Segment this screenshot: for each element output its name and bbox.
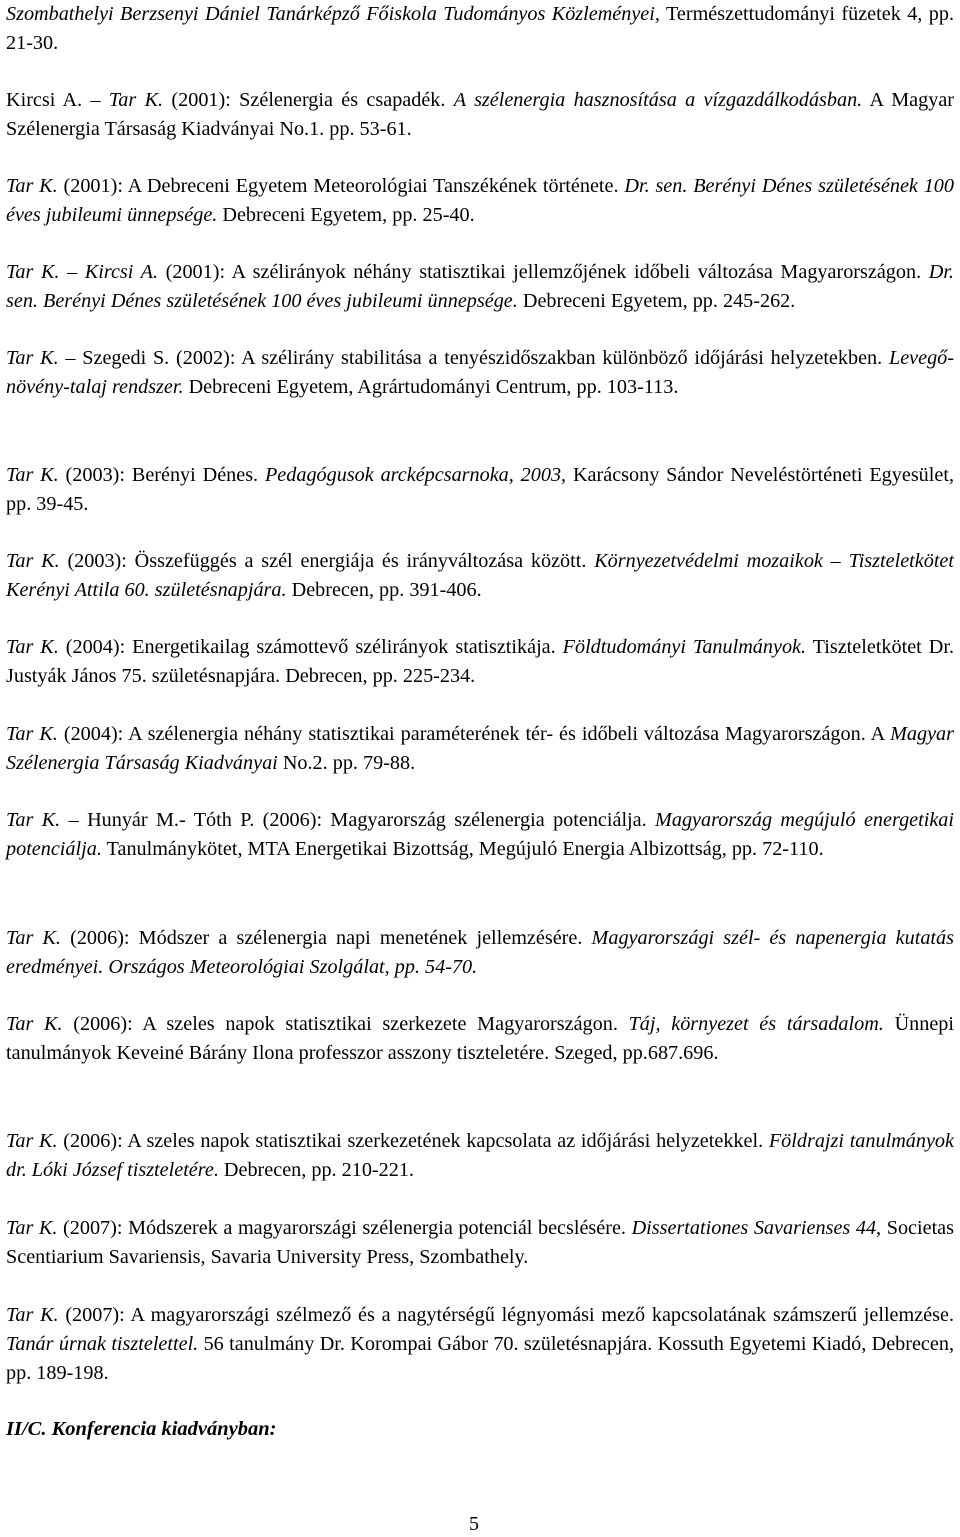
section-heading: II/C. Konferencia kiadványban: (6, 1418, 277, 1440)
reference-italic-text: Szombathelyi Berzsenyi Dániel Tanárképző Főiskola Tudományos Közleményei, (6, 3, 660, 25)
reference-entry (6, 924, 954, 982)
reference-italic-text: Magyarország megújuló energetikai potenciálja. (6, 809, 954, 860)
reference-text: Debreceni Egyetem, Agrártudományi Centrum, pp. 103-113. (183, 375, 679, 398)
reference-text: Debreceni Egyetem, pp. 25-40. (217, 203, 475, 226)
reference-text: Debrecen, pp. 210-221. (218, 1158, 414, 1181)
reference-italic-text: Tar K. (6, 809, 61, 831)
reference-italic-text: Tar K. (6, 347, 59, 369)
reference-entry (6, 806, 954, 864)
reference-entry (6, 1214, 954, 1272)
reference-italic-text: Levegő-növény-talaj rendszer. (6, 347, 954, 398)
reference-text: (2004): Energetikailag számottevő szélirányok statisztikája. (58, 636, 563, 658)
reference-italic-text: Tar K. (6, 1304, 59, 1326)
reference-entry (6, 344, 954, 402)
reference-text: (2007): A magyarországi szélmező és a nagytérségű légnyomási mező kapcsolatának számszerű jellemzése. (58, 1304, 954, 1326)
reference-text: Kircsi A. – (6, 89, 109, 111)
reference-text: (2004): A szélenergia néhány statisztikai paraméterének tér- és időbeli változása Magyarországon. A (57, 723, 891, 745)
reference-italic-text: Tar K. (6, 550, 60, 572)
reference-text: No.2. pp. 79-88. (277, 751, 416, 774)
reference-italic-text: Tar K. – Kircsi A. (6, 261, 159, 283)
reference-italic-text: Dr. sen. Berényi Dénes születésének 100 éves jubileumi ünnepsége. (6, 261, 954, 312)
page-number: 5 (469, 1513, 479, 1535)
reference-text: Debrecen, pp. 391-406. (286, 578, 482, 601)
reference-text: – Szegedi S. (2002): A szélirány stabilitása a tenyészidőszakban különböző időjárási helyzetekben. (58, 347, 889, 369)
reference-text: A Magyar Szélenergia Társaság Kiadványai No.1. pp. 53-61. (6, 89, 955, 140)
reference-text: Societas Scentiarium Savariensis, Savaria University Press, Szombathely. (6, 1217, 954, 1268)
reference-italic-text: Dr. sen. Berényi Dénes születésének 100 éves jubileumi ünnepsége. (6, 175, 954, 226)
reference-italic-text: Tar K. (6, 175, 58, 197)
reference-text: (2001): A szélirányok néhány statisztikai jellemzőjének időbeli változása Magyarországon. (158, 261, 929, 283)
reference-text: Természettudományi füzetek 4, pp. 21-30. (6, 3, 954, 54)
reference-italic-text: Tar K. (6, 636, 59, 658)
reference-text: (2006): Módszer a szélenergia napi menetének jellemzésére. (60, 927, 592, 949)
reference-text: (2007): Módszerek a magyarországi szélenergia potenciál becslésére. (57, 1217, 632, 1239)
reference-entry (6, 461, 954, 519)
reference-text: (2003): Összefüggés a szél energiája és irányváltozása között. (59, 550, 595, 572)
reference-text: (2001): Szélenergia és csapadék. (163, 89, 454, 111)
reference-italic-text: Magyarországi szél- és napenergia kutatás eredményei. Országos Meteorológiai Szolgálat, pp. 54-70. (6, 927, 954, 978)
reference-text: Tanulmánykötet, MTA Energetikai Bizottság, Megújuló Energia Albizottság, pp. 72-110. (101, 837, 824, 860)
reference-entry (6, 86, 954, 144)
reference-italic-text: Tanár úrnak tisztelettel. (6, 1332, 199, 1355)
reference-text: – Hunyár M.- Tóth P. (2006): Magyarország szélenergia potenciálja. (60, 809, 656, 831)
reference-text: Debreceni Egyetem, pp. 245-262. (517, 289, 796, 312)
reference-entry (6, 258, 954, 316)
reference-italic-text: Tar K. (6, 927, 61, 949)
reference-italic-text: Dissertationes Savarienses 44, (631, 1217, 882, 1239)
reference-italic-text: Magyar Szélenergia Társaság Kiadványai (6, 723, 954, 774)
reference-text: 56 tanulmány Dr. Korompai Gábor 70. születésnapjára. Kossuth Egyetemi Kiadó, Debrecen, pp. 189-198. (6, 1332, 954, 1384)
reference-italic-text: Táj, környezet és társadalom. (628, 1013, 884, 1035)
reference-text: (2006): A szeles napok statisztikai szerkezetének kapcsolata az időjárási helyzetekkel. (57, 1130, 769, 1152)
reference-italic-text: Tar K. (6, 1013, 63, 1035)
reference-entry (6, 172, 954, 230)
reference-italic-text: Tar K. (6, 1217, 58, 1239)
reference-entry (6, 1127, 954, 1185)
reference-italic-text: Földtudományi Tanulmányok. (562, 636, 807, 658)
reference-entry (6, 720, 954, 778)
reference-entry (6, 0, 954, 58)
reference-italic-text: A szélenergia hasznosítása a vízgazdálkodásban. (453, 89, 863, 111)
reference-italic-text: Környezetvédelmi mozaikok – Tiszteletkötet Kerényi Attila 60. születésnapjára. (6, 550, 954, 601)
reference-entry (6, 1301, 954, 1387)
reference-text: (2003): Berényi Dénes. (58, 464, 265, 486)
reference-italic-text: Tar K. (6, 723, 58, 745)
reference-entry (6, 633, 954, 691)
reference-italic-text: Tar K. (6, 464, 59, 486)
reference-italic-text: Tar K. (6, 1130, 58, 1152)
reference-entry (6, 547, 954, 605)
reference-italic-text: Tar K. (108, 89, 164, 111)
reference-text: Tiszteletkötet Dr. Justyák János 75. születésnapjára. Debrecen, pp. 225-234. (6, 636, 954, 687)
reference-text: (2006): A szeles napok statisztikai szerkezete Magyarországon. (62, 1013, 629, 1035)
reference-text: Ünnepi tanulmányok Keveiné Bárány Ilona professzor asszony tiszteletére. Szeged, pp.687.696. (6, 1013, 954, 1064)
document-page (6, 0, 954, 1537)
reference-italic-text: Pedagógusok arcképcsarnoka, 2003, (264, 464, 567, 486)
reference-text: Karácsony Sándor Neveléstörténeti Egyesület, pp. 39-45. (6, 464, 954, 515)
reference-italic-text: Földrajzi tanulmányok dr. Lóki József tiszteletére. (6, 1130, 954, 1181)
reference-text: (2001): A Debreceni Egyetem Meteorológiai Tanszékének története. (57, 175, 625, 197)
reference-entry (6, 1010, 954, 1068)
